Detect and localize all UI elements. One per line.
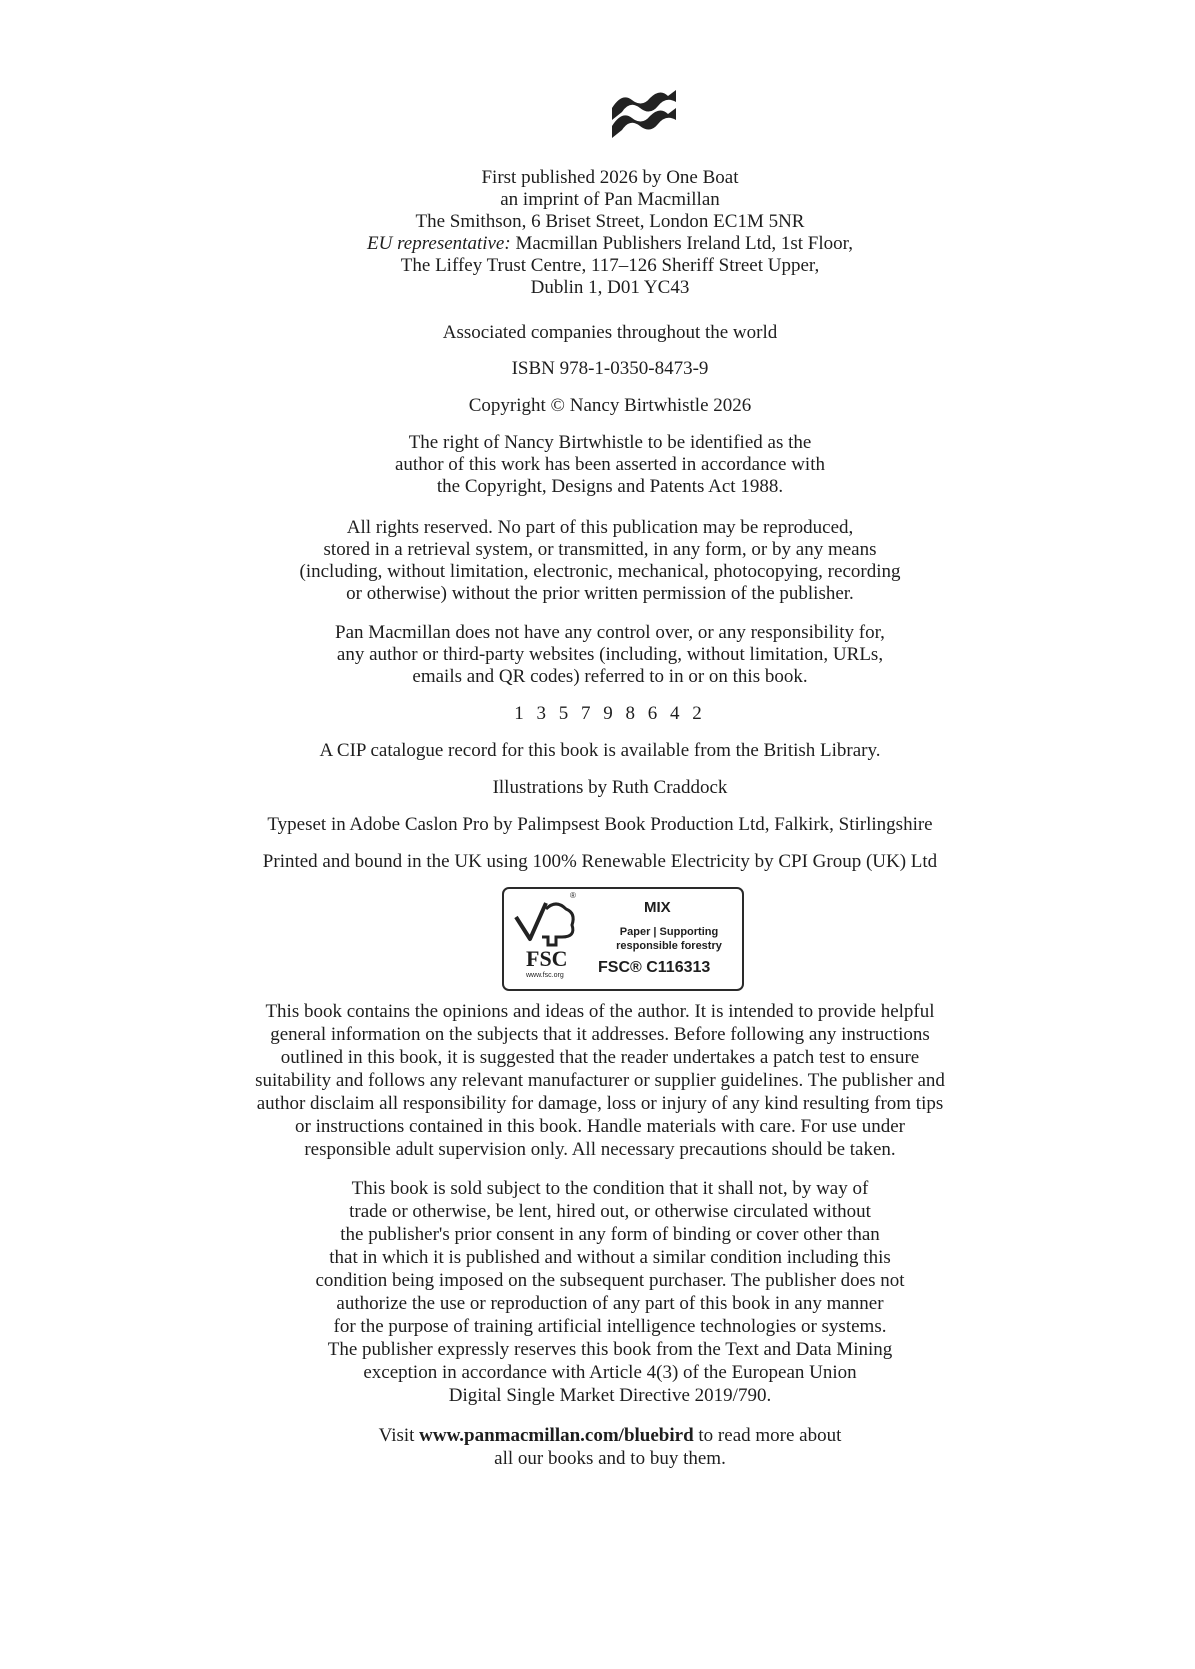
text-line: the publisher's prior consent in any form of binding or cover other than <box>340 1224 880 1245</box>
text-line: author of this work has been asserted in accordance with <box>395 454 825 475</box>
text-line: for the purpose of training artificial intelligence technologies or systems. <box>333 1316 887 1337</box>
text-line: Digital Single Market Directive 2019/790. <box>448 1385 772 1406</box>
typeset-credit: Typeset in Adobe Caslon Pro by Palimpsest Book Production Ltd, Falkirk, Stirlingshire <box>267 814 933 835</box>
visit-line <box>230 1424 990 1447</box>
fsc-website: www.fsc.org <box>526 972 564 979</box>
text-line: general information on the subjects that it addresses. Before following any instructions <box>270 1024 930 1045</box>
eu-representative <box>230 233 990 255</box>
website-link[interactable]: www.panmacmillan.com/bluebird <box>419 1425 694 1446</box>
fsc-description <box>599 925 739 953</box>
text-line: suitability and follows any relevant manufacturer or supplier guidelines. The publisher and <box>255 1070 945 1091</box>
fsc-code: FSC® C116313 <box>598 959 711 976</box>
rights-reserved <box>200 517 1000 605</box>
text-line: The right of Nancy Birtwhistle to be identified as the <box>408 432 812 453</box>
isbn: ISBN 978-1-0350-8473-9 <box>511 358 709 379</box>
text-line: responsible adult supervision only. All necessary precautions should be taken. <box>304 1139 896 1160</box>
first-published: First published 2026 by One Boat <box>481 167 739 188</box>
text-line: This book is sold subject to the condition that it shall not, by way of <box>351 1178 869 1199</box>
print-line: 1 3 5 7 9 8 6 4 2 <box>514 703 706 724</box>
text-line: authorize the use or reproduction of any part of this book in any manner <box>336 1293 884 1314</box>
eu-text: Macmillan Publishers Ireland Ltd, 1st Floor, <box>510 233 853 254</box>
text-line: that in which it is published and without a similar condition including this <box>329 1247 891 1268</box>
eu-label: EU representative: <box>367 233 511 254</box>
visit-suffix: to read more about <box>693 1425 842 1446</box>
text-line: The publisher expressly reserves this book from the Text and Data Mining <box>327 1339 893 1360</box>
text-line: This book contains the opinions and ideas of the author. It is intended to provide helpful <box>265 1001 935 1022</box>
text-line: author disclaim all responsibility for damage, loss or injury of any kind resulting from tips <box>256 1093 944 1114</box>
text-line: Pan Macmillan does not have any control over, or any responsibility for, <box>335 622 885 643</box>
disclaimer <box>200 1000 1000 1161</box>
imprint-of: an imprint of Pan Macmillan <box>500 189 720 210</box>
text-line: (including, without limitation, electronic, mechanical, photocopying, recording <box>299 561 901 582</box>
fsc-label <box>502 887 744 991</box>
fsc-mix: MIX <box>644 899 671 916</box>
visit-prefix: Visit <box>378 1425 420 1446</box>
imprint-block <box>230 167 990 299</box>
fsc-desc-line: responsible forestry <box>616 940 722 952</box>
text-line: any author or third-party websites (including, without limitation, URLs, <box>336 644 884 665</box>
no-control-notice <box>230 622 990 688</box>
text-line: stored in a retrieval system, or transmitted, in any form, or by any means <box>323 539 877 560</box>
text-line: condition being imposed on the subsequent purchaser. The publisher does not <box>315 1270 905 1291</box>
copyright-notice: Copyright © Nancy Birtwhistle 2026 <box>468 395 752 416</box>
publisher-address: The Smithson, 6 Briset Street, London EC1M 5NR <box>415 211 805 232</box>
registered-mark: ® <box>570 891 576 900</box>
text-line: outlined in this book, it is suggested that the reader undertakes a patch test to ensure <box>280 1047 920 1068</box>
illustrations-credit: Illustrations by Ruth Craddock <box>492 777 728 798</box>
text-line: exception in accordance with Article 4(3) of the European Union <box>363 1362 857 1383</box>
associated-companies: Associated companies throughout the world <box>442 322 778 343</box>
fsc-tree-icon <box>512 895 582 953</box>
visit-line-2: all our books and to buy them. <box>494 1448 726 1469</box>
visit-notice <box>230 1424 990 1470</box>
text-line: All rights reserved. No part of this publication may be reproduced, <box>346 517 854 538</box>
moral-right <box>230 432 990 498</box>
eu-address-line: The Liffey Trust Centre, 117–126 Sheriff Street Upper, <box>400 255 820 276</box>
text-line: trade or otherwise, be lent, hired out, or otherwise circulated without <box>349 1201 871 1222</box>
fsc-desc-line: Paper | Supporting <box>619 926 719 938</box>
text-line: the Copyright, Designs and Patents Act 1988. <box>436 476 784 497</box>
text-line: emails and QR codes) referred to in or on this book. <box>412 666 808 687</box>
cip-record: A CIP catalogue record for this book is available from the British Library. <box>319 740 881 761</box>
sold-subject-notice <box>230 1177 990 1407</box>
fsc-logo-word: FSC <box>526 946 568 971</box>
text-line: or otherwise) without the prior written permission of the publisher. <box>346 583 854 604</box>
publisher-logo-icon <box>610 86 678 144</box>
text-line: or instructions contained in this book. Handle materials with care. For use under <box>295 1116 905 1137</box>
printed-credit: Printed and bound in the UK using 100% Renewable Electricity by CPI Group (UK) Ltd <box>262 851 938 872</box>
eu-address-city: Dublin 1, D01 YC43 <box>530 277 690 298</box>
